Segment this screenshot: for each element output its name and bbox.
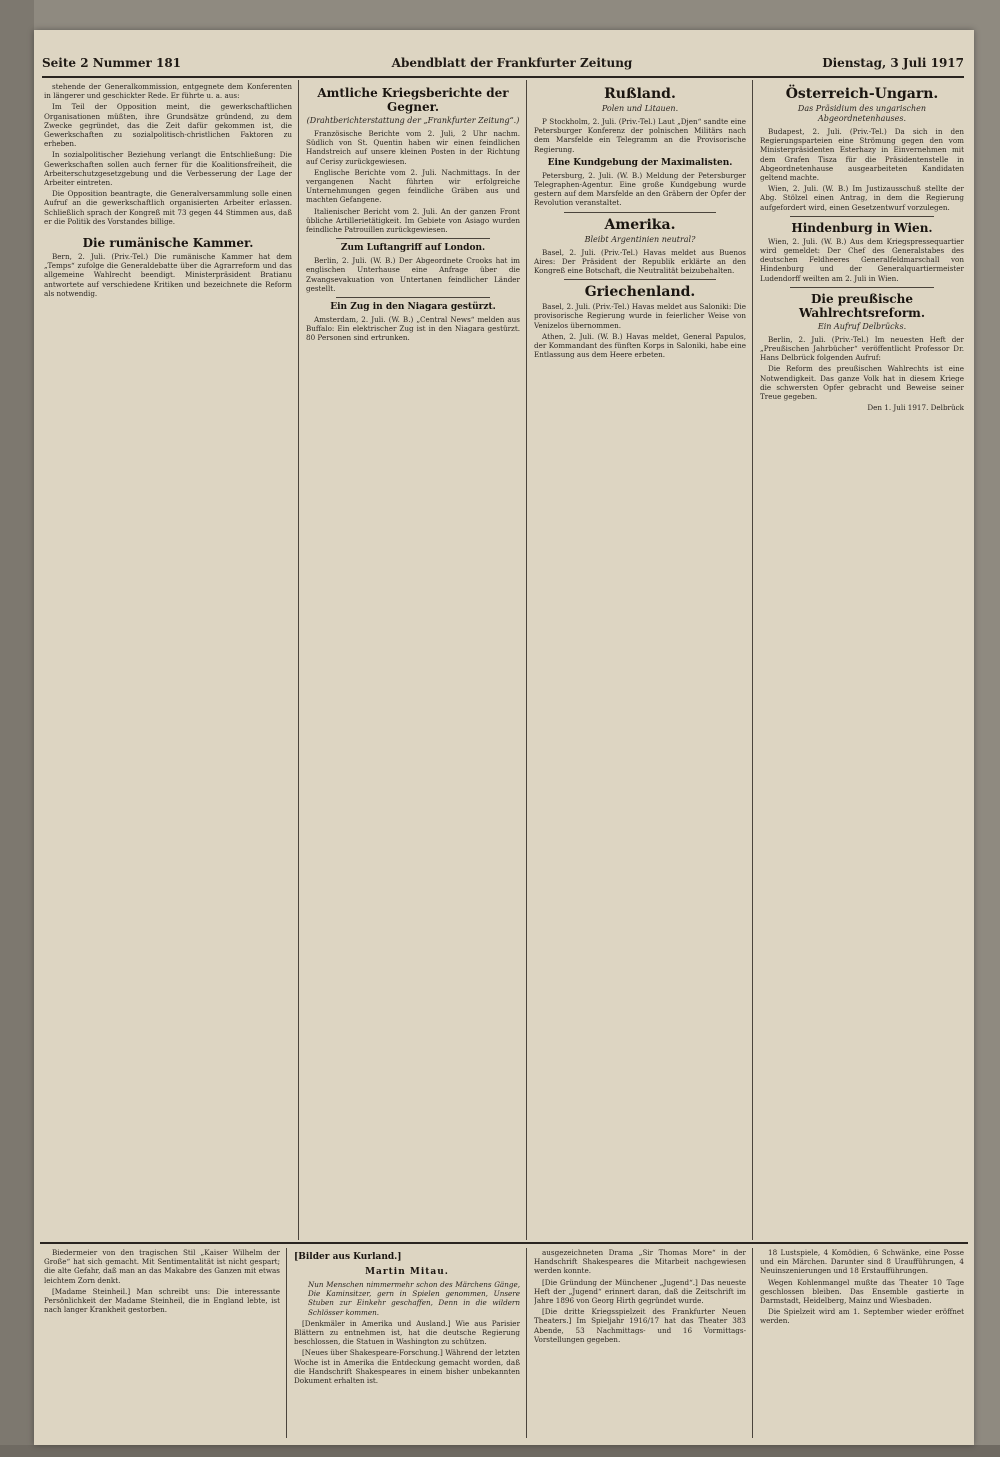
column-3 bbox=[534, 82, 746, 1242]
article-signature: Den 1. Juli 1917. Delbrück bbox=[867, 403, 964, 413]
article-paragraph: Wegen Kohlenmangel mußte das Theater 10 Tage geschlossen bleiben. Das Ensemble gastierte in Darmstadt, Heidelberg, Mainz und Wiesbaden. bbox=[760, 1277, 964, 1306]
feuilleton-rule bbox=[40, 1242, 968, 1244]
article-paragraph: P Stockholm, 2. Juli. (Priv.-Tel.) Laut „Djen“ sandte eine Petersburger Konferenz der polnischen Militärs nach dem Marsfelde ein Telegramm an die Provisorische Regierung. bbox=[534, 117, 746, 154]
article-paragraph: Bern, 2. Juli. (Priv.-Tel.) Die rumänische Kammer hat dem „Temps“ zufolge die Generaldebatte über die Agrarreform und das allgemeine Wahlrecht beendigt. Ministerpräsident Bratianu antwortete auf verschiedene Kritiken und bezeichnete die Reform als notwendig. bbox=[44, 252, 292, 298]
article-headline: Amtliche Kriegsberichte der Gegner. bbox=[317, 86, 509, 114]
column-rule bbox=[298, 80, 299, 1240]
column-2 bbox=[306, 82, 520, 1242]
article-paragraph: Im Teil der Opposition meint, die gewerkschaftlichen Organisationen müßten, ihre Grundsätze gründend, zu dem Zwecke gegründet, das die Zeit dafür gekommen ist, die Gewerkschaften zu sozialpolitisch-christlichen Faktoren zu erheben. bbox=[44, 102, 292, 149]
article-headline: Die preußische Wahlrechtsreform. bbox=[798, 291, 926, 320]
article-headline: Rußland. bbox=[604, 86, 676, 102]
separator bbox=[790, 216, 934, 217]
article-paragraph: Die Spielzeit wird am 1. September wieder eröffnet werden. bbox=[760, 1307, 964, 1326]
article-paragraph: [Neues über Shakespeare-Forschung.] Während der letzten Woche ist in Amerika die Entdeckung gemacht worden, daß die Handschrift Shakespeares in einem bisher unbekannten Dokument erhalten ist. bbox=[294, 1348, 520, 1386]
article-headline: [Bilder aus Kurland.] bbox=[294, 1252, 402, 1262]
separator bbox=[564, 279, 716, 280]
article-paragraph: stehende der Generalkommission, entgegnete dem Konferenten in längerer und geschickter Rede. Er führte u. a. aus: bbox=[44, 82, 292, 101]
article-paragraph: Athen, 2. Juli. (W. B.) Havas meldet, General Papulos, der Kommandant des fünften Korps in Saloniki, habe eine Entlassung aus dem Heere erbeten. bbox=[534, 331, 746, 360]
separator bbox=[336, 238, 490, 239]
article-paragraph: [Die dritte Kriegsspielzeit des Frankfurter Neuen Theaters.] Im Spieljahr 1916/17 hat das Theater 383 Abende, 53 Nachmittags- und 16 Vormittags-Vorstellungen gegeben. bbox=[534, 1307, 746, 1344]
article-subtitle: Das Präsidium des ungarischen Abgeordnetenhauses. bbox=[797, 104, 927, 123]
article-subtitle: Polen und Litauen. bbox=[601, 104, 679, 113]
article-headline: Griechenland. bbox=[584, 284, 696, 301]
issue-date: Dienstag, 3 Juli 1917 bbox=[822, 56, 964, 70]
feuilleton-column-1 bbox=[44, 1248, 280, 1438]
article-headline: Österreich-Ungarn. bbox=[785, 86, 939, 102]
column-rule bbox=[526, 1248, 527, 1438]
page-number: Seite 2 Nummer 181 bbox=[42, 56, 182, 70]
masthead: Abendblatt der Frankfurter Zeitung bbox=[391, 56, 633, 70]
article-paragraph: ausgezeichneten Drama „Sir Thomas More“ in der Handschrift Shakespeares die Mitarbeit nachgewiesen werden konnte. bbox=[534, 1248, 746, 1276]
article-headline: Die rumänische Kammer. bbox=[82, 236, 254, 251]
page-header bbox=[42, 54, 964, 78]
article-paragraph: Wien, 2. Juli. (W. B.) Im Justizausschuß stellte der Abg. Stölzel einen Antrag, in dem die Regierung aufgefordert wird, einen Gesetzentwurf vorzulegen. bbox=[760, 184, 964, 212]
article-paragraph: Petersburg, 2. Juli. (W. B.) Meldung der Petersburger Telegraphen-Agentur. Eine große Kundgebung wurde gestern auf dem Marsfelde an den Gräbern der Opfer der Revolution veranstaltet. bbox=[534, 170, 746, 208]
poem-verse: Nun Menschen nimmermehr schon des Märchens Gänge, Die Kaminsitzer, gern in Spielen genommen, Unsere Stuben zur Einkehr geschaffen, Denn in die wildern Schlösser kommen. bbox=[308, 1280, 520, 1317]
column-rule bbox=[752, 1248, 753, 1438]
article-headline: Hindenburg in Wien. bbox=[791, 220, 933, 235]
column-rule bbox=[752, 80, 753, 1240]
feuilleton-column-4 bbox=[760, 1248, 964, 1438]
article-paragraph: [Denkmäler in Amerika und Ausland.] Wie aus Parisier Blättern zu entnehmen ist, hat die deutsche Regierung beschlossen, die Statuen in Washington zu schützen. bbox=[294, 1318, 520, 1347]
column-4 bbox=[760, 82, 964, 1242]
article-subtitle: (Drahtberichterstattung der „Frankfurter Zeitung“.) bbox=[306, 116, 520, 125]
article-paragraph: [Madame Steinheil.] Man schreibt uns: Die interessante Persönlichkeit der Madame Steinheil, die in England lebte, ist nach langer Krankheit gestorben. bbox=[44, 1286, 280, 1315]
article-paragraph: Italienischer Bericht vom 2. Juli. An der ganzen Front übliche Artillerietätigkeit. Im Gebiete von Asiago wurden feindliche Patrouillen zurückgewiesen. bbox=[306, 206, 520, 235]
article-paragraph: In sozialpolitischer Beziehung verlangt die Entschließung: Die Gewerkschaften sollen auch ferner für die Koalitionsfreiheit, die Arbeiterschutzgesetzgebung und die Verbesserung der Lage der Arbeiter eintreten. bbox=[44, 150, 292, 188]
column-left bbox=[44, 82, 292, 1242]
column-rule bbox=[526, 80, 527, 1240]
newspaper-page bbox=[34, 30, 974, 1445]
feuilleton-column-3 bbox=[534, 1248, 746, 1438]
article-paragraph: 18 Lustspiele, 4 Komödien, 6 Schwänke, eine Posse und ein Märchen. Darunter sind 8 Uraufführungen, 4 Neuinszenierungen und 18 Erstaufführungen. bbox=[760, 1248, 964, 1276]
article-headline: Amerika. bbox=[604, 216, 676, 233]
separator bbox=[336, 297, 490, 298]
poem-title: Martin Mitau. bbox=[365, 1267, 449, 1277]
article-paragraph: [Die Gründung der Münchener „Jugend“.] Das neueste Heft der „Jugend“ erinnert daran, daß die Zeitschrift im Jahre 1896 von Georg Hirth gegründet wurde. bbox=[534, 1277, 746, 1306]
article-subheading: Eine Kundgebung der Maximalisten. bbox=[547, 157, 733, 168]
article-paragraph: Wien, 2. Juli. (W. B.) Aus dem Kriegspressequartier wird gemeldet: Der Chef des Generalstabes des deutschen Feldheeres Generalfeldmarschall von Hindenburg und der Generalquartiermeister Ludendorff weilten am 2. Juli in Wien. bbox=[760, 236, 964, 283]
article-subtitle: Ein Aufruf Delbrücks. bbox=[817, 321, 907, 331]
article-paragraph: Budapest, 2. Juli. (Priv.-Tel.) Da sich in den Regierungsparteien eine Strömung gegen den vom Ministerpräsidenten Esterhazy in Einvernehmen mit dem Grafen Tisza für die Präsidentenstelle in Abgeordnetenhause ausgearbeiteten Kandidaten geltend machte. bbox=[760, 127, 964, 183]
separator bbox=[564, 212, 716, 213]
article-paragraph: Biedermeier von den tragischen Stil „Kaiser Wilhelm der Große“ hat sich gemacht. Mit Sentimentalität ist nicht gespart; die alte Gefahr, daß man an das Makabre des Ganzen mit etwas leichtem Zorn denkt. bbox=[44, 1248, 280, 1285]
feuilleton-column-2 bbox=[294, 1248, 520, 1438]
page-edge-left bbox=[0, 0, 34, 1457]
article-paragraph: Berlin, 2. Juli. (Priv.-Tel.) Im neuesten Heft der „Preußischen Jahrbücher“ veröffentlicht Professor Dr. Hans Delbrück folgenden Aufruf: bbox=[760, 334, 964, 363]
page-edge-bottom bbox=[0, 1445, 1000, 1457]
article-paragraph: Amsterdam, 2. Juli. (W. B.) „Central News“ melden aus Buffalo: Ein elektrischer Zug ist in den Niagara gestürzt. 80 Personen sind ertrunken. bbox=[306, 315, 520, 343]
article-paragraph: Französische Berichte vom 2. Juli, 2 Uhr nachm. Südlich von St. Quentin haben wir einen feindlichen Handstreich auf unsere kleinen Posten in der Richtung auf Cerisy zurückgewiesen. bbox=[306, 129, 520, 166]
article-paragraph: Die Reform des preußischen Wahlrechts ist eine Notwendigkeit. Das ganze Volk hat in diesem Kriege die schwersten Opfer gebracht und Beweise seiner Treue gegeben. bbox=[760, 364, 964, 402]
article-paragraph: Englische Berichte vom 2. Juli. Nachmittags. In der vergangenen Nacht führten wir erfolgreiche Unternehmungen gegen feindliche Gräben aus und machten Gefangene. bbox=[306, 167, 520, 205]
column-rule bbox=[286, 1248, 287, 1438]
article-paragraph: Basel, 2. Juli. (Priv.-Tel.) Havas meldet aus Saloniki: Die provisorische Regierung wurde in feierlicher Weise von Venizelos übernommen. bbox=[534, 302, 746, 330]
article-subtitle: Bleibt Argentinien neutral? bbox=[584, 234, 696, 244]
article-paragraph: Basel, 2. Juli. (Priv.-Tel.) Havas meldet aus Buenos Aires: Der Präsident der Republik erklärte an den Kongreß eine Botschaft, die Neutralität beizubehalten. bbox=[534, 247, 746, 276]
article-headline: Ein Zug in den Niagara gestürzt. bbox=[330, 302, 496, 313]
article-headline: Zum Luftangriff auf London. bbox=[340, 243, 486, 254]
article-paragraph: Die Opposition beantragte, die Generalversammlung solle einen Aufruf an die gewerkschaftlich organisierten Arbeiter erlassen. Schließlich sprach der Kongreß mit 73 gegen 44 Stimmen aus, daß er die Politik des Vorstandes billige. bbox=[44, 189, 292, 226]
separator bbox=[790, 287, 934, 288]
article-paragraph: Berlin, 2. Juli. (W. B.) Der Abgeordnete Crooks hat im englischen Unterhause eine Anfrage über die Zwangsevakuation von Untertanen feindlicher Länder gestellt. bbox=[306, 256, 520, 293]
